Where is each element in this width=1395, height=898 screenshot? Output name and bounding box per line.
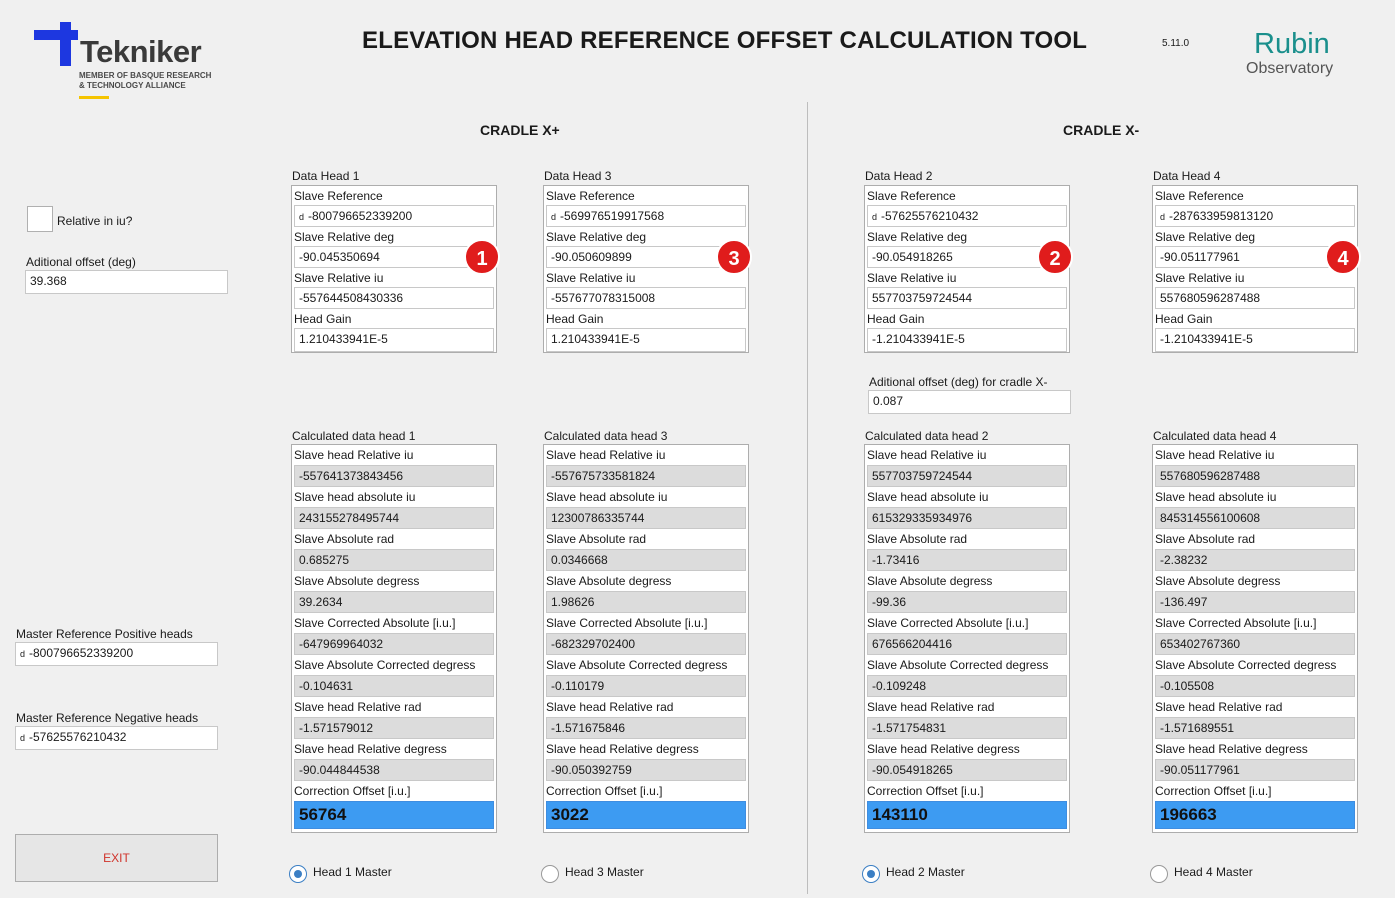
slave-corrected-absolute-output: -647969964032 — [294, 633, 494, 655]
master-ref-positive-value: -800796652339200 — [29, 646, 134, 660]
head-gain-label: Head Gain — [294, 312, 352, 326]
head-1-master-label: Head 1 Master — [313, 865, 392, 879]
double-type-indicator: d — [551, 212, 557, 222]
slave-head-relative-rad-label: Slave head Relative rad — [546, 700, 674, 714]
slave-head-relative-rad-label: Slave head Relative rad — [867, 700, 995, 714]
calc-head-4-title: Calculated data head 4 — [1153, 429, 1277, 443]
calc-head-2-title: Calculated data head 2 — [865, 429, 989, 443]
calc-head-3-title: Calculated data head 3 — [544, 429, 668, 443]
slave-absolute-corrected-degress-label: Slave Absolute Corrected degress — [546, 658, 728, 672]
slave-relative-iu-input[interactable]: -557644508430336 — [294, 287, 494, 309]
slave-absolute-rad-output: 0.0346668 — [546, 549, 746, 571]
slave-corrected-absolute-output: -682329702400 — [546, 633, 746, 655]
head-gain-label: Head Gain — [546, 312, 604, 326]
relative-in-iu-checkbox[interactable] — [27, 206, 53, 232]
cradle-xplus-title: CRADLE X+ — [480, 122, 560, 138]
slave-absolute-degress-output: 1.98626 — [546, 591, 746, 613]
slave-absolute-rad-label: Slave Absolute rad — [1155, 532, 1256, 546]
additional-offset-input[interactable]: 39.368 — [25, 270, 228, 294]
slave-relative-deg-input[interactable]: -90.051177961 — [1155, 246, 1355, 268]
slave-corrected-absolute-output: 676566204416 — [867, 633, 1067, 655]
relative-in-iu-label: Relative in iu? — [57, 214, 133, 228]
head-3-master-label: Head 3 Master — [565, 865, 644, 879]
slave-relative-iu-label: Slave Relative iu — [546, 271, 636, 285]
slave-corrected-absolute-output: 653402767360 — [1155, 633, 1355, 655]
data-head-4-panel — [1152, 185, 1358, 353]
slave-reference-label: Slave Reference — [294, 189, 383, 203]
tekniker-logo-subtitle — [79, 71, 211, 91]
slave-head-absolute-iu-output: 615329335934976 — [867, 507, 1067, 529]
slave-relative-deg-input[interactable]: -90.050609899 — [546, 246, 746, 268]
slave-corrected-absolute-label: Slave Corrected Absolute [i.u.] — [546, 616, 708, 630]
slave-head-relative-iu-label: Slave head Relative iu — [294, 448, 414, 462]
slave-absolute-rad-label: Slave Absolute rad — [294, 532, 395, 546]
slave-head-relative-degress-output: -90.054918265 — [867, 759, 1067, 781]
data-head-3-panel — [543, 185, 749, 353]
slave-head-relative-iu-label: Slave head Relative iu — [1155, 448, 1275, 462]
head-number-badge-1: 1 — [464, 239, 500, 275]
head-number-badge-2: 2 — [1037, 239, 1073, 275]
slave-head-absolute-iu-label: Slave head absolute iu — [1155, 490, 1277, 504]
double-type-indicator: d — [20, 649, 26, 659]
data-head-3-title: Data Head 3 — [544, 169, 612, 183]
slave-absolute-rad-output: 0.685275 — [294, 549, 494, 571]
slave-head-relative-iu-label: Slave head Relative iu — [867, 448, 987, 462]
slave-head-relative-iu-output: -557675733581824 — [546, 465, 746, 487]
data-head-2-title: Data Head 2 — [865, 169, 933, 183]
calc-head-1-panel — [291, 444, 497, 833]
double-type-indicator: d — [299, 212, 305, 222]
slave-head-relative-rad-output: -1.571675846 — [546, 717, 746, 739]
tekniker-logo-mark-stem — [60, 22, 71, 66]
slave-relative-deg-input[interactable]: -90.045350694 — [294, 246, 494, 268]
slave-head-absolute-iu-label: Slave head absolute iu — [294, 490, 416, 504]
head-number-badge-4: 4 — [1325, 239, 1361, 275]
slave-head-absolute-iu-label: Slave head absolute iu — [546, 490, 668, 504]
correction-offset-label: Correction Offset [i.u.] — [546, 784, 663, 798]
head-4-master-radio[interactable] — [1150, 865, 1168, 883]
rubin-logo-sub: Observatory — [1246, 60, 1334, 77]
double-type-indicator: d — [20, 733, 26, 743]
slave-relative-deg-label: Slave Relative deg — [867, 230, 968, 244]
slave-reference-input[interactable] — [294, 205, 494, 227]
slave-absolute-degress-label: Slave Absolute degress — [294, 574, 420, 588]
slave-head-relative-rad-output: -1.571754831 — [867, 717, 1067, 739]
slave-head-absolute-iu-label: Slave head absolute iu — [867, 490, 989, 504]
head-4-master-label: Head 4 Master — [1174, 865, 1253, 879]
slave-reference-input[interactable] — [867, 205, 1067, 227]
slave-head-relative-degress-label: Slave head Relative degress — [294, 742, 447, 756]
slave-reference-input[interactable] — [1155, 205, 1355, 227]
slave-absolute-degress-label: Slave Absolute degress — [867, 574, 993, 588]
rubin-logo-name: Rubin — [1254, 28, 1330, 60]
slave-corrected-absolute-label: Slave Corrected Absolute [i.u.] — [1155, 616, 1317, 630]
slave-relative-deg-label: Slave Relative deg — [294, 230, 395, 244]
slave-head-relative-degress-output: -90.044844538 — [294, 759, 494, 781]
slave-relative-deg-label: Slave Relative deg — [546, 230, 647, 244]
slave-reference-value: -287633959813120 — [1169, 209, 1274, 223]
slave-head-relative-rad-label: Slave head Relative rad — [1155, 700, 1283, 714]
slave-absolute-degress-label: Slave Absolute degress — [1155, 574, 1281, 588]
exit-button[interactable]: EXIT — [15, 834, 218, 882]
slave-relative-iu-input[interactable]: 557680596287488 — [1155, 287, 1355, 309]
additional-offset-label: Aditional offset (deg) — [26, 255, 136, 269]
slave-head-relative-degress-output: -90.050392759 — [546, 759, 746, 781]
slave-corrected-absolute-label: Slave Corrected Absolute [i.u.] — [867, 616, 1029, 630]
slave-head-absolute-iu-output: 845314556100608 — [1155, 507, 1355, 529]
tekniker-logo-sub2: & TECHNOLOGY ALLIANCE — [79, 81, 186, 90]
page-title: ELEVATION HEAD REFERENCE OFFSET CALCULATION TOOL — [362, 27, 1088, 54]
slave-head-relative-rad-output: -1.571689551 — [1155, 717, 1355, 739]
slave-head-relative-iu-output: 557703759724544 — [867, 465, 1067, 487]
cradle-xminus-offset-label: Aditional offset (deg) for cradle X- — [869, 375, 1048, 389]
head-number-badge-3: 3 — [716, 239, 752, 275]
slave-head-relative-degress-label: Slave head Relative degress — [867, 742, 1020, 756]
master-ref-negative-value: -57625576210432 — [29, 730, 127, 744]
slave-absolute-degress-output: -136.497 — [1155, 591, 1355, 613]
slave-reference-input[interactable] — [546, 205, 746, 227]
tekniker-logo-name: Tekniker — [80, 34, 202, 69]
slave-corrected-absolute-label: Slave Corrected Absolute [i.u.] — [294, 616, 456, 630]
head-gain-input[interactable]: -1.210433941E-5 — [1155, 328, 1355, 352]
slave-absolute-rad-label: Slave Absolute rad — [867, 532, 968, 546]
slave-reference-label: Slave Reference — [867, 189, 956, 203]
slave-relative-iu-input[interactable]: -557677078315008 — [546, 287, 746, 309]
slave-head-relative-degress-output: -90.051177961 — [1155, 759, 1355, 781]
slave-reference-label: Slave Reference — [1155, 189, 1244, 203]
head-gain-input[interactable]: -1.210433941E-5 — [867, 328, 1067, 352]
slave-absolute-corrected-degress-output: -0.105508 — [1155, 675, 1355, 697]
calc-head-1-title: Calculated data head 1 — [292, 429, 416, 443]
double-type-indicator: d — [1160, 212, 1166, 222]
slave-head-relative-iu-output: -557641373843456 — [294, 465, 494, 487]
head-2-master-radio[interactable] — [862, 865, 880, 883]
correction-offset-output: 56764 — [294, 801, 494, 829]
version-label: 5.11.0 — [1162, 38, 1190, 49]
data-head-1-title: Data Head 1 — [292, 169, 360, 183]
cradle-xminus-offset-input[interactable]: 0.087 — [868, 390, 1071, 414]
correction-offset-label: Correction Offset [i.u.] — [294, 784, 411, 798]
slave-reference-value: -800796652339200 — [308, 209, 413, 223]
slave-absolute-rad-output: -2.38232 — [1155, 549, 1355, 571]
slave-absolute-degress-label: Slave Absolute degress — [546, 574, 672, 588]
tekniker-logo-mark — [34, 30, 78, 40]
cradle-xminus-title: CRADLE X- — [1063, 122, 1140, 138]
slave-head-relative-iu-output: 557680596287488 — [1155, 465, 1355, 487]
slave-head-relative-degress-label: Slave head Relative degress — [546, 742, 699, 756]
slave-absolute-degress-output: 39.2634 — [294, 591, 494, 613]
head-gain-label: Head Gain — [867, 312, 925, 326]
slave-head-relative-rad-label: Slave head Relative rad — [294, 700, 422, 714]
slave-head-absolute-iu-output: 243155278495744 — [294, 507, 494, 529]
calc-head-3-panel — [543, 444, 749, 833]
head-gain-input[interactable]: 1.210433941E-5 — [294, 328, 494, 352]
slave-reference-value: -569976519917568 — [560, 209, 665, 223]
slave-absolute-corrected-degress-output: -0.110179 — [546, 675, 746, 697]
data-head-1-panel — [291, 185, 497, 353]
slave-relative-iu-input[interactable]: 557703759724544 — [867, 287, 1067, 309]
slave-absolute-corrected-degress-output: -0.104631 — [294, 675, 494, 697]
head-2-master-label: Head 2 Master — [886, 865, 965, 879]
slave-absolute-rad-label: Slave Absolute rad — [546, 532, 647, 546]
slave-reference-label: Slave Reference — [546, 189, 635, 203]
slave-absolute-corrected-degress-label: Slave Absolute Corrected degress — [867, 658, 1049, 672]
data-head-4-title: Data Head 4 — [1153, 169, 1221, 183]
master-ref-negative-input[interactable] — [15, 726, 218, 750]
slave-head-relative-iu-label: Slave head Relative iu — [546, 448, 666, 462]
head-1-master-radio[interactable] — [289, 865, 307, 883]
tekniker-logo-bar — [79, 96, 109, 99]
slave-reference-value: -57625576210432 — [881, 209, 979, 223]
correction-offset-output: 3022 — [546, 801, 746, 829]
slave-relative-deg-input[interactable]: -90.054918265 — [867, 246, 1067, 268]
data-head-2-panel — [864, 185, 1070, 353]
cradle-divider — [807, 102, 808, 894]
master-ref-negative-label: Master Reference Negative heads — [16, 711, 199, 725]
slave-relative-deg-label: Slave Relative deg — [1155, 230, 1256, 244]
slave-relative-iu-label: Slave Relative iu — [1155, 271, 1245, 285]
correction-offset-label: Correction Offset [i.u.] — [1155, 784, 1272, 798]
correction-offset-output: 196663 — [1155, 801, 1355, 829]
calc-head-2-panel — [864, 444, 1070, 833]
slave-absolute-corrected-degress-label: Slave Absolute Corrected degress — [1155, 658, 1337, 672]
master-ref-positive-label: Master Reference Positive heads — [16, 627, 193, 641]
head-gain-input[interactable]: 1.210433941E-5 — [546, 328, 746, 352]
slave-relative-iu-label: Slave Relative iu — [867, 271, 957, 285]
slave-absolute-corrected-degress-label: Slave Absolute Corrected degress — [294, 658, 476, 672]
correction-offset-output: 143110 — [867, 801, 1067, 829]
double-type-indicator: d — [872, 212, 878, 222]
calc-head-4-panel — [1152, 444, 1358, 833]
slave-absolute-corrected-degress-output: -0.109248 — [867, 675, 1067, 697]
head-3-master-radio[interactable] — [541, 865, 559, 883]
head-gain-label: Head Gain — [1155, 312, 1213, 326]
slave-head-relative-rad-output: -1.571579012 — [294, 717, 494, 739]
slave-head-absolute-iu-output: 12300786335744 — [546, 507, 746, 529]
tekniker-logo-sub1: MEMBER OF BASQUE RESEARCH — [79, 71, 212, 80]
slave-relative-iu-label: Slave Relative iu — [294, 271, 384, 285]
correction-offset-label: Correction Offset [i.u.] — [867, 784, 984, 798]
slave-absolute-rad-output: -1.73416 — [867, 549, 1067, 571]
slave-head-relative-degress-label: Slave head Relative degress — [1155, 742, 1308, 756]
master-ref-positive-input[interactable] — [15, 642, 218, 666]
slave-absolute-degress-output: -99.36 — [867, 591, 1067, 613]
